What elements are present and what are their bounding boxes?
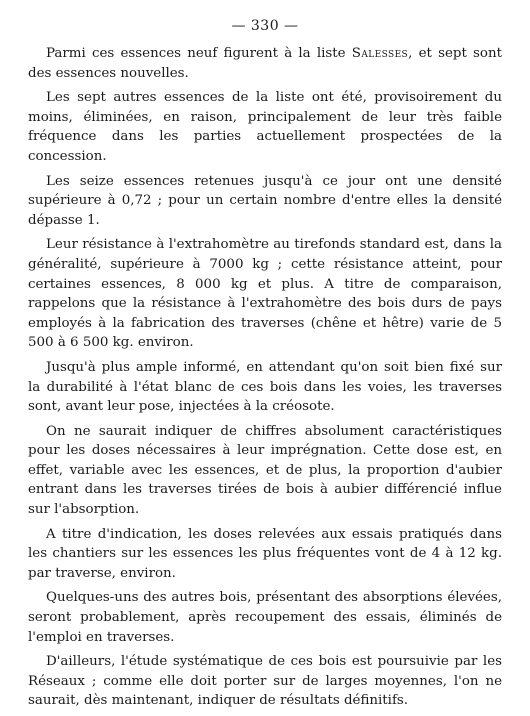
paragraph-9: D'ailleurs, l'étude systématique de ces bois est poursuivie par les Réseaux ; comme elle doit porter sur de larges moyennes, l'on ne saurait, dès maintenant, indiquer de résultats définitifs. bbox=[28, 654, 502, 709]
document-page bbox=[28, 18, 502, 716]
paragraph-3: Les seize essences retenues jusqu'à ce jour ont une densité supérieure à 0,72 ; pour un certain nombre d'entre elles la densité dépasse 1. bbox=[28, 173, 502, 228]
paragraph-5: Jusqu'à plus ample informé, en attendant qu'on soit bien fixé sur la durabilité à l'état blanc de ces bois dans les voies, les traverses sont, avant leur pose, injectées à la créosote. bbox=[28, 359, 502, 415]
paragraph-6: On ne saurait indiquer de chiffres absolument caractéristiques pour les doses nécessaires à leur imprégnation. Cette dose est, en effet, variable avec les essences, et de plus, la proportion d'aubier entrant dans les traverses tirées de bois à aubier différencié influe sur l'absorption. bbox=[28, 423, 502, 518]
paragraph-1-text-after: , et sept sont des essences nouvelles. bbox=[28, 46, 502, 81]
page-number: — 330 — bbox=[231, 18, 299, 34]
paragraph-1-text-before: Parmi ces essences neuf figurent à la liste bbox=[46, 46, 352, 61]
paragraph-8: Quelques-uns des autres bois, présentant des absorptions élevées, seront probablement, après recoupement des essais, éliminés de l'emploi en traverses. bbox=[28, 590, 502, 645]
paragraph-2: Les sept autres essences de la liste ont été, provisoirement du moins, éliminées, en raison, principalement de leur très faible fréquence dans les parties actuellement prospectées de la concession. bbox=[28, 90, 502, 164]
paragraph-4: Leur résistance à l'extrahomètre au tirefonds standard est, dans la généralité, supérieure à 7000 kg ; cette résistance atteint, pour certaines essences, 8 000 kg et plus. A titre de comparaison, rappelons que la résistance à l'extrahomètre des bois durs de pays employés à la fabrication des traverses (chêne et hêtre) varie de 5 500 à 6 500 kg. environ. bbox=[28, 237, 502, 351]
paragraph-7: A titre d'indication, les doses relevées aux essais pratiqués dans les chantiers sur les essences les plus fréquentes vont de 4 à 12 kg. par traverse, environ. bbox=[28, 526, 502, 581]
paragraph-1 bbox=[28, 44, 502, 83]
list-name-salesses: Salesses bbox=[351, 46, 409, 61]
